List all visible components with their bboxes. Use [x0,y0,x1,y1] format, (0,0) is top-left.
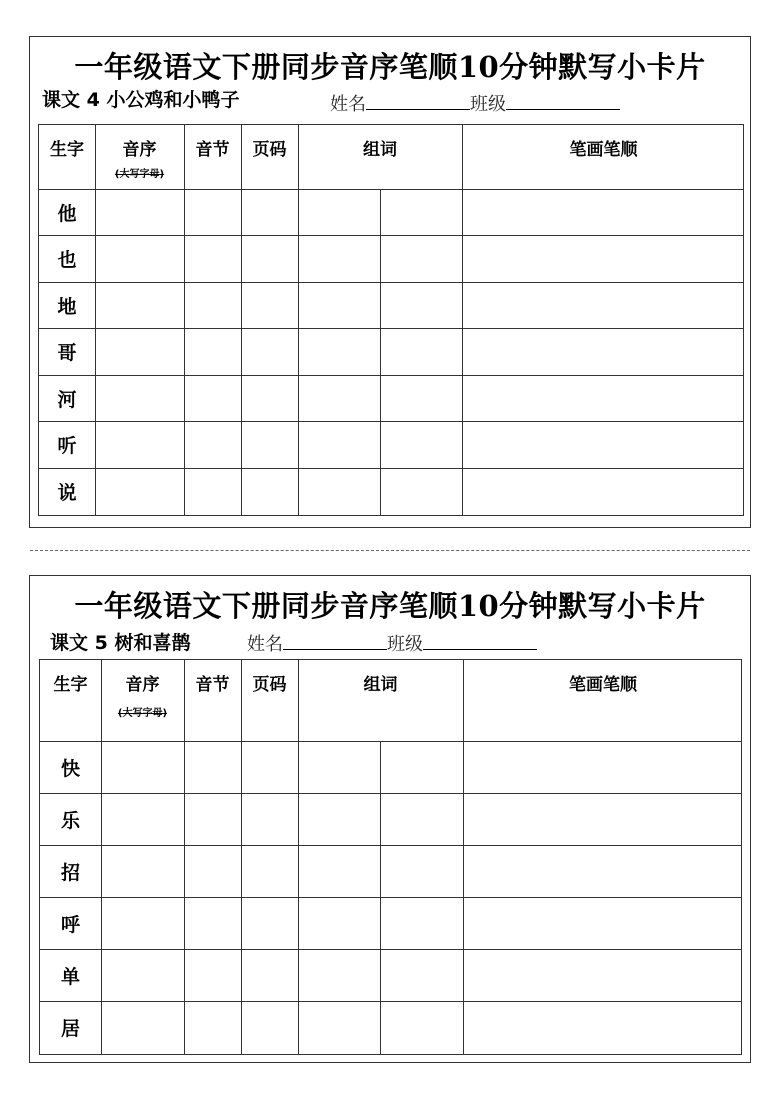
class-blank[interactable] [506,93,620,110]
name-label: 姓名 [247,634,283,655]
card-lesson-5 [29,575,751,1063]
card-lesson-4 [29,36,751,528]
header-page: 页码 [252,140,287,160]
card-title: 一年级语文下册同步音序笔顺10分钟默写小卡片 [74,589,706,623]
header-strokes: 笔画笔顺 [569,675,637,695]
char-cell: 也 [57,249,77,271]
header-char: 生字 [53,675,88,695]
dictation-table [38,124,744,516]
header-words: 组词 [363,675,398,695]
dictation-table [39,659,742,1055]
student-info [247,630,537,656]
char-cell: 居 [60,1018,80,1040]
header-strokes: 笔画笔顺 [569,140,638,160]
header-syllable: 音节 [195,675,230,695]
class-label: 班级 [470,94,506,115]
char-cell: 听 [57,435,77,457]
char-cell: 河 [57,389,77,411]
header-words: 组词 [363,140,397,160]
lesson-title: 课文 5 树和喜鹊 [50,632,191,654]
class-blank[interactable] [423,633,537,650]
char-cell: 说 [57,482,77,504]
header-order: 音序 [125,675,160,695]
name-label: 姓名 [330,94,366,115]
char-cell: 招 [60,862,80,884]
char-cell: 哥 [57,342,77,364]
char-cell: 他 [57,203,77,225]
header-syllable: 音节 [195,140,230,160]
char-cell: 呼 [60,914,80,936]
header-char: 生字 [50,140,84,160]
char-cell: 乐 [60,810,80,832]
name-blank[interactable] [283,633,387,650]
header-order-note: (大写字母) [114,169,165,180]
name-blank[interactable] [366,93,470,110]
char-cell: 单 [60,966,80,988]
header-page: 页码 [252,675,287,695]
char-cell: 地 [57,296,77,318]
header-order-note: (大写字母) [117,708,168,719]
header-order: 音序 [122,140,157,160]
card-title: 一年级语文下册同步音序笔顺10分钟默写小卡片 [74,50,706,84]
lesson-title: 课文 4 小公鸡和小鸭子 [42,89,240,111]
cut-line [30,550,750,551]
class-label: 班级 [387,634,423,655]
char-cell: 快 [60,758,80,780]
student-info [330,90,620,116]
